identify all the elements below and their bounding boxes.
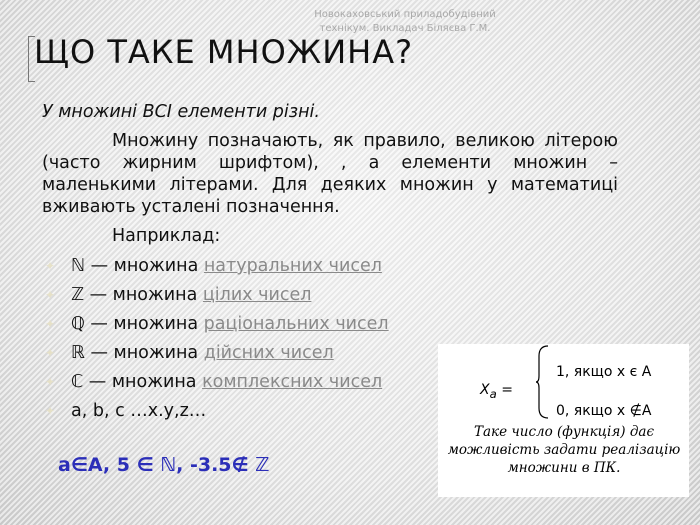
star-bullet-icon: ✦ bbox=[44, 317, 56, 331]
slide-title: ЩО ТАКЕ МНОЖИНА? bbox=[34, 33, 414, 71]
set-text: — множина bbox=[84, 343, 204, 363]
membership-formula: a∈A, 5 ∈ ℕ, -3.5∉ ℤ bbox=[58, 454, 270, 476]
curly-brace-icon bbox=[535, 344, 549, 420]
element-letters: a, b, c …x.y,z… bbox=[71, 401, 207, 421]
star-bullet-icon: ✦ bbox=[44, 404, 56, 418]
star-bullet-icon: ✦ bbox=[44, 288, 56, 302]
set-text: — множина bbox=[84, 314, 204, 334]
set-link-integer[interactable]: цілих чисел bbox=[202, 285, 312, 305]
star-bullet-icon: ✦ bbox=[44, 346, 56, 360]
case-two: 0, якщо x ∉A bbox=[556, 403, 652, 419]
set-symbol: ℤ bbox=[71, 285, 85, 305]
function-box bbox=[438, 344, 689, 497]
example-heading: Наприклад: bbox=[112, 226, 221, 246]
set-link-complex[interactable]: комплексних чисел bbox=[202, 372, 383, 392]
set-text: — множина bbox=[84, 285, 203, 305]
set-text: — множина bbox=[83, 372, 203, 392]
indicator-x: X bbox=[480, 382, 490, 398]
list-item bbox=[42, 310, 618, 339]
case-one: 1, якщо x є A bbox=[556, 364, 652, 380]
indicator-label bbox=[480, 382, 513, 401]
indicator-equals: = bbox=[501, 382, 513, 398]
star-bullet-icon: ✦ bbox=[44, 375, 56, 389]
author-note bbox=[300, 8, 510, 36]
function-note: Таке число (функція) дає можливість задати реалізацію множини в ПК. bbox=[447, 424, 681, 476]
notation-paragraph: Множину позначають, як правило, великою літерою (часто жирним шрифтом), , а елементи множин – маленькими літерами. Для деяких множин у математиці вживають усталені позначення. bbox=[42, 131, 618, 217]
indicator-subscript: a bbox=[489, 386, 497, 401]
set-symbol: ℚ bbox=[71, 314, 85, 334]
list-item bbox=[42, 281, 618, 310]
set-text: — множина bbox=[85, 256, 204, 276]
set-link-real[interactable]: дійсних чисел bbox=[203, 343, 334, 363]
set-link-natural[interactable]: натуральних чисел bbox=[203, 256, 382, 276]
author-line-2: технікум. Викладач Біляєва Г.М. bbox=[319, 23, 491, 34]
star-bullet-icon: ✦ bbox=[44, 259, 56, 273]
set-symbol: ℝ bbox=[71, 343, 85, 363]
set-symbol: ℂ bbox=[71, 372, 84, 392]
set-symbol: ℕ bbox=[71, 256, 86, 276]
list-item bbox=[42, 252, 618, 281]
author-line-1: Новокаховський приладобудівний bbox=[314, 9, 496, 20]
set-link-rational[interactable]: раціональних чисел bbox=[203, 314, 389, 334]
intro-paragraph: У множині ВСІ елементи різні. bbox=[42, 102, 320, 122]
